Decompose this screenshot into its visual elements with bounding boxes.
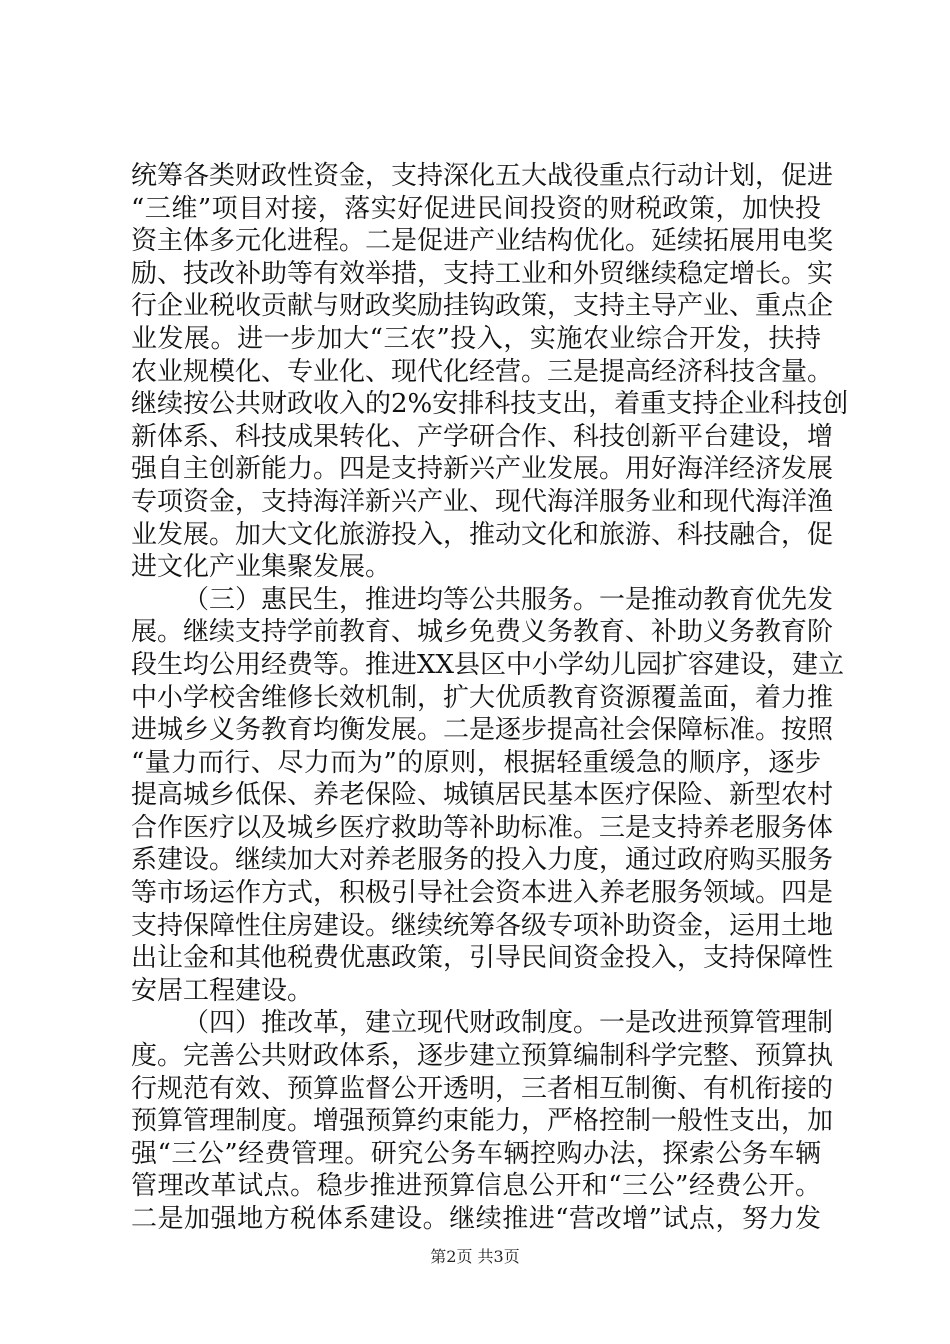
section-heading-line: （三）惠民生，推进均等公共服务。一是推动教育优先发 [183,584,834,615]
text-line: 继续按公共财政收入的2%安排科技支出，着重支持企业科技创 [131,389,849,420]
text-line: 安居工程建设。 [131,975,314,1006]
body-text [131,160,849,1236]
text-line: 强“三公”经费管理。研究公务车辆控购办法，探索公务车辆 [131,1138,821,1169]
page-footer [0,1244,950,1267]
page-number: 第2页 共3页 [430,1247,520,1266]
text-line: 进文化产业集聚发展。 [131,552,392,583]
text-line: “三维”项目对接，落实好促进民间投资的财税政策，加快投 [131,193,821,224]
text-line: 专项资金，支持海洋新兴产业、现代海洋服务业和现代海洋渔 [131,486,834,517]
text-line: 行企业税收贡献与财政奖励挂钩政策，支持主导产业、重点企 [131,291,834,322]
text-line: 等市场运作方式，积极引导社会资本进入养老服务领域。四是 [131,878,834,909]
text-line: 进城乡义务教育均衡发展。二是逐步提高社会保障标准。按照 [131,715,834,746]
text-line: 励、技改补助等有效举措，支持工业和外贸继续稳定增长。实 [131,258,834,289]
text-line: 合作医疗以及城乡医疗救助等补助标准。三是支持养老服务体 [131,812,834,843]
text-line: “量力而行、尽力而为”的原则，根据轻重缓急的顺序，逐步 [131,747,821,778]
text-line: 展。继续支持学前教育、城乡免费义务教育、补助义务教育阶 [131,617,834,648]
text-line: 业发展。加大文化旅游投入，推动文化和旅游、科技融合，促 [131,519,834,550]
text-line: 资主体多元化进程。二是促进产业结构优化。延续拓展用电奖 [131,226,834,257]
text-line: 管理改革试点。稳步推进预算信息公开和“三公”经费公开。 [131,1171,821,1202]
text-line: 新体系、科技成果转化、产学研合作、科技创新平台建设，增 [131,421,834,452]
text-line: 系建设。继续加大对养老服务的投入力度，通过政府购买服务 [131,845,834,876]
text-line: 出让金和其他税费优惠政策，引导民间资金投入，支持保障性 [131,943,834,974]
text-line: 业发展。进一步加大“三农”投入，实施农业综合开发，扶持 [131,323,821,354]
text-line: 农业规模化、专业化、现代化经营。三是提高经济科技含量。 [131,356,834,387]
text-line: 统筹各类财政性资金，支持深化五大战役重点行动计划，促进 [131,161,834,191]
text-line: 中小学校舍维修长效机制，扩大优质教育资源覆盖面，着力推 [131,682,834,713]
text-line: 预算管理制度。增强预算约束能力，严格控制一般性支出，加 [131,1106,834,1137]
text-line: 提高城乡低保、养老保险、城镇居民基本医疗保险、新型农村 [131,780,834,811]
text-line: 段生均公用经费等。推进XX县区中小学幼儿园扩容建设，建立 [131,649,845,680]
text-line: 支持保障性住房建设。继续统筹各级专项补助资金，运用土地 [131,910,834,941]
text-line: 行规范有效、预算监督公开透明，三者相互制衡、有机衔接的 [131,1073,834,1104]
section-heading-line: （四）推改革，建立现代财政制度。一是改进预算管理制 [183,1008,834,1039]
text-line: 二是加强地方税体系建设。继续推进“营改增”试点，努力发 [131,1204,821,1234]
text-line: 强自主创新能力。四是支持新兴产业发展。用好海洋经济发展 [131,454,834,485]
text-line: 度。完善公共财政体系，逐步建立预算编制科学完整、预算执 [131,1041,834,1072]
